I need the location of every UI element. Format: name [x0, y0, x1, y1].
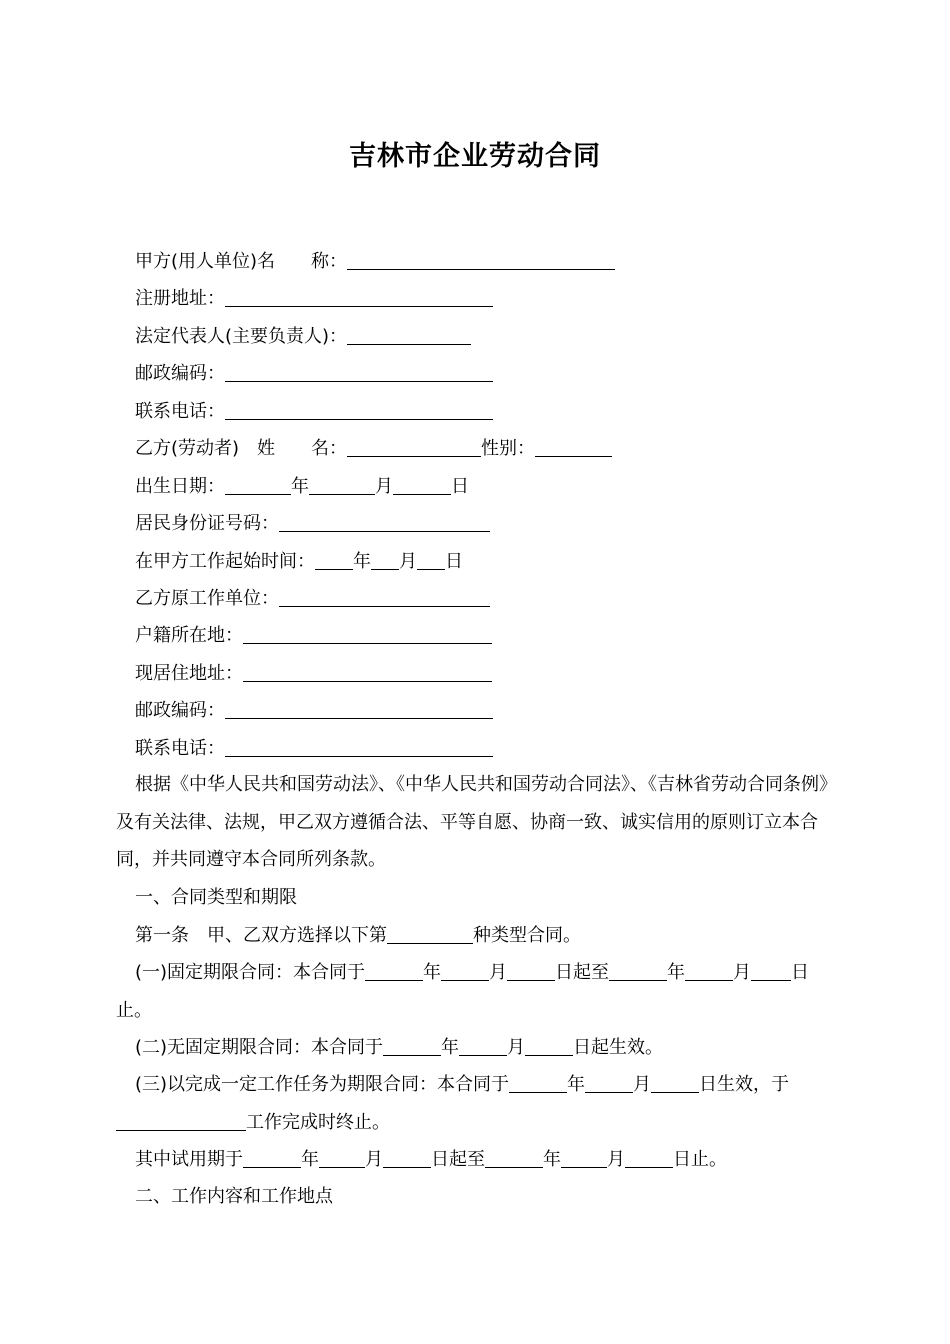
prev-employer-blank[interactable] [279, 588, 490, 607]
fixed-end-day-blank[interactable] [751, 962, 791, 981]
open-year-unit: 年 [441, 1037, 460, 1058]
fixed-start-year-blank[interactable] [365, 962, 423, 981]
employee-name-blank[interactable] [347, 438, 481, 457]
postcode2-blank[interactable] [225, 700, 493, 719]
phone-row [135, 400, 493, 424]
prob-start-day-blank[interactable] [383, 1149, 431, 1168]
task-effective-text: 日生效，于 [699, 1074, 790, 1095]
residence-label: 现居住地址： [135, 663, 243, 684]
legal-rep-label: 法定代表人(主要负责人)： [135, 326, 348, 347]
postcode-label: 邮政编码： [135, 363, 225, 384]
prob-start-year-blank[interactable] [243, 1149, 301, 1168]
contract-type-blank[interactable] [387, 925, 473, 944]
legal-rep-row [135, 325, 471, 349]
postcode2-row [135, 699, 493, 723]
phone2-row [135, 737, 493, 761]
task-term-paragraph [116, 1066, 838, 1141]
prob-end-month-unit: 月 [607, 1149, 625, 1170]
start-month-blank[interactable] [371, 551, 399, 570]
article1-row [135, 924, 581, 948]
birth-day-unit: 日 [451, 476, 469, 497]
section2-heading: 二、工作内容和工作地点 [135, 1186, 333, 1207]
start-year-blank[interactable] [315, 551, 353, 570]
fixed-from-text: 日起至 [555, 962, 610, 983]
open-day-blank[interactable] [525, 1037, 573, 1056]
phone-blank[interactable] [225, 401, 493, 420]
phone2-label: 联系电话： [135, 738, 225, 759]
task-completion-blank[interactable] [116, 1112, 246, 1131]
open-term-row [135, 1036, 663, 1060]
id-row [135, 512, 490, 536]
task-year-unit: 年 [567, 1074, 586, 1095]
start-year-unit: 年 [353, 551, 371, 572]
open-year-blank[interactable] [383, 1037, 441, 1056]
prob-end-year-unit: 年 [543, 1149, 561, 1170]
household-row [135, 624, 492, 648]
gender-blank[interactable] [535, 438, 612, 457]
start-day-blank[interactable] [417, 551, 445, 570]
prob-end-year-blank[interactable] [485, 1149, 543, 1168]
task-day-blank[interactable] [651, 1074, 699, 1093]
fixed-start-year-unit: 年 [423, 962, 442, 983]
phone2-blank[interactable] [225, 738, 493, 757]
prob-end-text: 日止。 [673, 1149, 727, 1170]
employee-name-row [135, 437, 612, 461]
fixed-end-month-blank[interactable] [685, 962, 733, 981]
postcode-blank[interactable] [225, 363, 493, 382]
reg-address-blank[interactable] [225, 288, 493, 307]
open-term-prefix: (二)无固定期限合同：本合同于 [135, 1037, 384, 1058]
prob-start-year-unit: 年 [301, 1149, 319, 1170]
reg-address-row [135, 287, 493, 311]
employer-name-row [135, 250, 615, 274]
start-time-label: 在甲方工作起始时间： [135, 551, 315, 572]
prob-start-month-blank[interactable] [319, 1149, 365, 1168]
postcode-row [135, 362, 493, 386]
fixed-start-month-unit: 月 [489, 962, 508, 983]
article1-post: 种类型合同。 [473, 925, 581, 946]
prev-employer-row [135, 587, 490, 611]
reg-address-label: 注册地址： [135, 288, 225, 309]
task-term-prefix: (三)以完成一定工作任务为期限合同：本合同于 [135, 1074, 510, 1095]
id-label: 居民身份证号码： [135, 513, 279, 534]
household-label: 户籍所在地： [135, 625, 243, 646]
residence-blank[interactable] [243, 663, 492, 682]
employer-name-label: 甲方(用人单位)名 称： [135, 251, 348, 272]
prob-from-text: 日起至 [431, 1149, 485, 1170]
open-effective-text: 日起生效。 [573, 1037, 664, 1058]
birth-label: 出生日期： [135, 476, 225, 497]
start-month-unit: 月 [399, 551, 417, 572]
task-month-unit: 月 [633, 1074, 652, 1095]
prev-employer-label: 乙方原工作单位： [135, 588, 279, 609]
fixed-start-day-blank[interactable] [507, 962, 555, 981]
fixed-end-year-blank[interactable] [609, 962, 667, 981]
article1-pre: 第一条 甲、乙双方选择以下第 [135, 925, 387, 946]
birth-year-unit: 年 [291, 476, 309, 497]
prob-end-month-blank[interactable] [561, 1149, 607, 1168]
fixed-term-prefix: (一)固定期限合同：本合同于 [135, 962, 366, 983]
fixed-end-month-unit: 月 [733, 962, 752, 983]
task-end-text: 工作完成时终止。 [246, 1111, 390, 1133]
probation-row [135, 1148, 727, 1172]
fixed-end-year-unit: 年 [667, 962, 686, 983]
birth-year-blank[interactable] [225, 476, 291, 495]
birth-row [135, 475, 469, 499]
employee-name-label: 乙方(劳动者) 姓 名： [135, 438, 348, 459]
start-time-row [135, 550, 463, 574]
preamble-paragraph [116, 766, 838, 879]
section1-heading: 一、合同类型和期限 [135, 887, 297, 908]
id-blank[interactable] [279, 513, 490, 532]
birth-month-blank[interactable] [309, 476, 375, 495]
gender-label: 性别： [481, 438, 536, 459]
prob-end-day-blank[interactable] [625, 1149, 673, 1168]
legal-rep-blank[interactable] [347, 326, 471, 345]
fixed-start-month-blank[interactable] [441, 962, 489, 981]
start-day-unit: 日 [445, 551, 463, 572]
open-month-unit: 月 [507, 1037, 526, 1058]
prob-start-month-unit: 月 [365, 1149, 383, 1170]
task-month-blank[interactable] [585, 1074, 633, 1093]
probation-prefix: 其中试用期于 [135, 1149, 243, 1170]
fixed-end-text: 日止。 [116, 962, 810, 1021]
document-title: 吉林市企业劳动合同 [349, 141, 601, 172]
birth-day-blank[interactable] [393, 476, 451, 495]
household-blank[interactable] [243, 625, 492, 644]
birth-month-unit: 月 [375, 476, 393, 497]
preamble-text: 根据《中华人民共和国劳动法》、《中华人民共和国劳动合同法》、《吉林省劳动合同条例》及有关法律、法规，甲乙双方遵循合法、平等自愿、协商一致、诚实信用的原则订立本合同，并共同遵守本合同所列条款。 [116, 774, 837, 870]
fixed-term-paragraph [116, 954, 838, 1029]
employer-name-blank[interactable] [347, 251, 615, 270]
postcode2-label: 邮政编码： [135, 700, 225, 721]
task-year-blank[interactable] [509, 1074, 567, 1093]
residence-row [135, 662, 492, 686]
phone-label: 联系电话： [135, 401, 225, 422]
open-month-blank[interactable] [459, 1037, 507, 1056]
